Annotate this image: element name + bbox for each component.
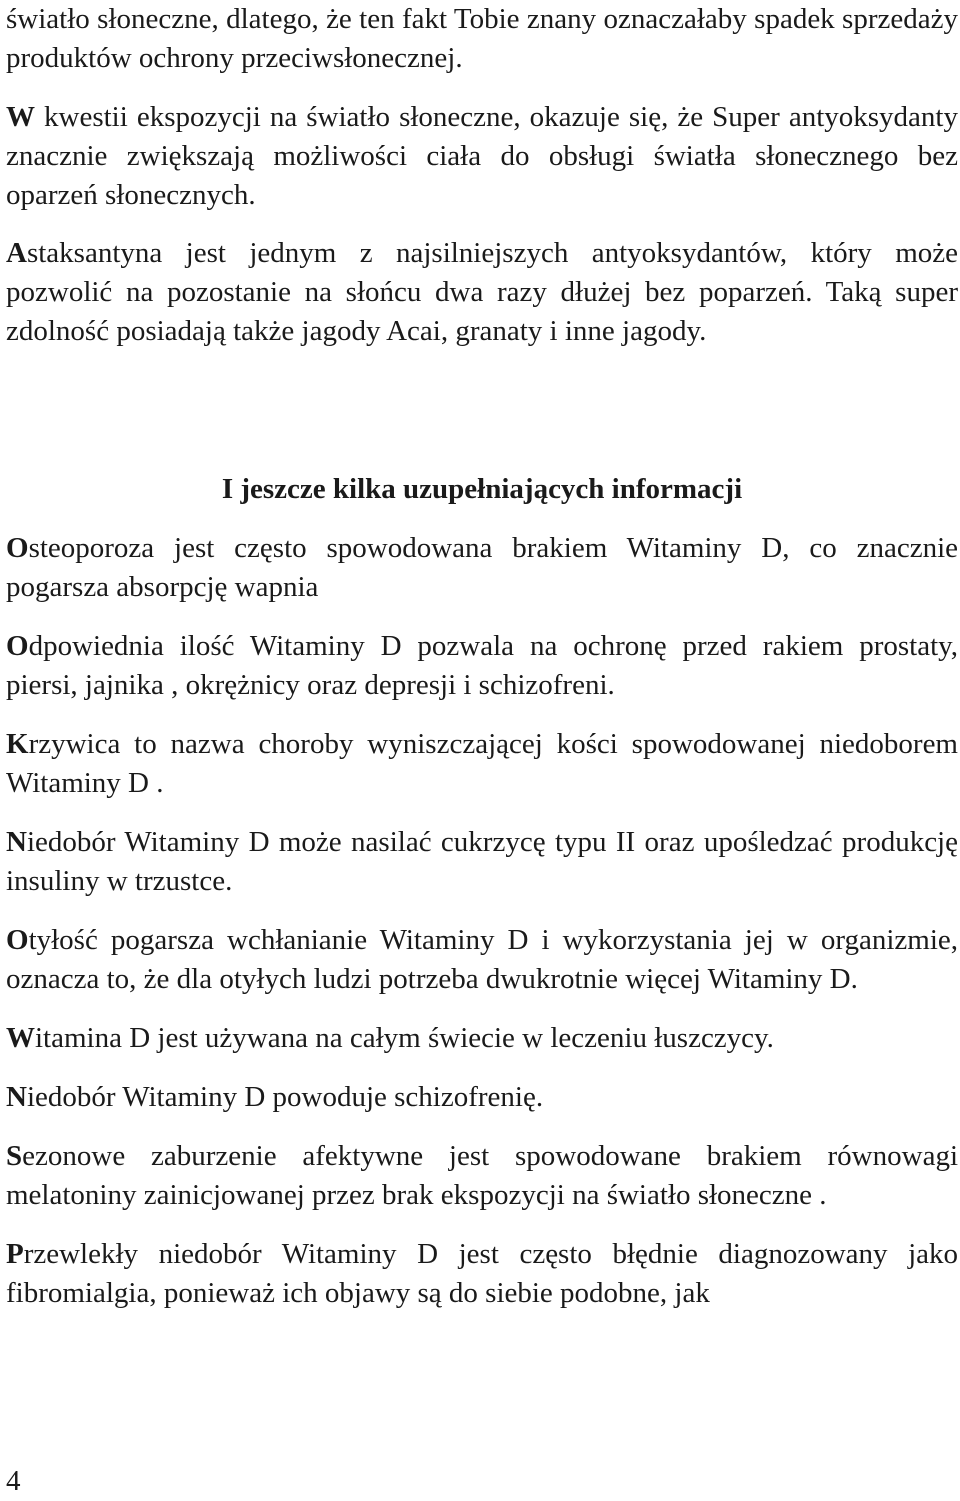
lead-letter: N xyxy=(6,826,27,858)
paragraph-text: kwestii ekspozycji na światło słoneczne, okazuje się, że Super antyoksydanty znacznie zwiększają możliwości ciała do obsługi światła słonecznego bez oparzeń słonecznych. xyxy=(6,101,958,211)
paragraph-sun-exposure xyxy=(6,98,958,215)
lead-letter: N xyxy=(6,1081,27,1113)
paragraph-astaxanthin xyxy=(6,234,958,351)
section-heading: I jeszcze kilka uzupełniających informacji xyxy=(221,473,743,505)
fact-diabetes xyxy=(6,823,958,901)
lead-letter: W xyxy=(6,101,35,133)
paragraph-text: iedobór Witaminy D powoduje schizofrenię. xyxy=(26,1081,544,1113)
fact-osteoporosis xyxy=(6,529,958,607)
paragraph-text: ezonowe zaburzenie afektywne jest spowodowane brakiem równowagi melatoniny zainicjowanej przez brak ekspozycji na światło słoneczne . xyxy=(6,1140,958,1211)
lead-letter: O xyxy=(6,924,29,956)
fact-cancer-protection xyxy=(6,627,958,705)
paragraph-text: rzewlekły niedobór Witaminy D jest często błędnie diagnozowany jako fibromialgia, ponieważ ich objawy są do siebie podobne, jak xyxy=(6,1238,958,1309)
fact-rickets xyxy=(6,725,958,803)
paragraph-text: dpowiednia ilość Witaminy D pozwala na ochronę przed rakiem prostaty, piersi, jajnika , okrężnicy oraz depresji i schizofreni. xyxy=(6,630,958,701)
page-number: 4 xyxy=(6,1465,21,1497)
paragraph-text: rzywica to nazwa choroby wyniszczającej kości spowodowanej niedoborem Witaminy D . xyxy=(6,728,958,799)
paragraph-text: tyłość pogarsza wchłanianie Witaminy D i wykorzystania jej w organizmie, oznacza to, że dla otyłych ludzi potrzeba dwukrotnie więcej Witaminy D. xyxy=(6,924,958,995)
facts-list xyxy=(6,529,958,1333)
paragraph-sunscreen-continuation: światło słoneczne, dlatego, że ten fakt Tobie znany oznaczałaby spadek sprzedaży produktów ochrony przeciwsłonecznej. xyxy=(6,3,958,74)
fact-fibromyalgia xyxy=(6,1235,958,1313)
lead-letter: O xyxy=(6,532,29,564)
lead-letter: P xyxy=(6,1238,24,1270)
lead-letter: A xyxy=(6,237,27,269)
lead-letter: O xyxy=(6,630,29,662)
fact-seasonal-affective-disorder xyxy=(6,1137,958,1215)
fact-psoriasis xyxy=(6,1019,958,1058)
paragraph-text: iedobór Witaminy D może nasilać cukrzycę typu II oraz upośledzać produkcję insuliny w trzustce. xyxy=(6,826,958,897)
lead-letter: W xyxy=(6,1022,35,1054)
lead-letter: S xyxy=(6,1140,23,1172)
lead-letter: K xyxy=(6,728,29,760)
fact-schizophrenia xyxy=(6,1078,958,1117)
paragraph-text: staksantyna jest jednym z najsilniejszych antyoksydantów, który może pozwolić na pozostanie na słońcu dwa razy dłużej bez poparzeń. Taką super zdolność posiadają także jagody Acai, granaty i inne jagody. xyxy=(6,237,958,347)
paragraph-text: steoporoza jest często spowodowana brakiem Witaminy D, co znacznie pogarsza absorpcję wapnia xyxy=(6,532,958,603)
paragraph-text: itamina D jest używana na całym świecie w leczeniu łuszczycy. xyxy=(35,1022,774,1054)
fact-obesity xyxy=(6,921,958,999)
